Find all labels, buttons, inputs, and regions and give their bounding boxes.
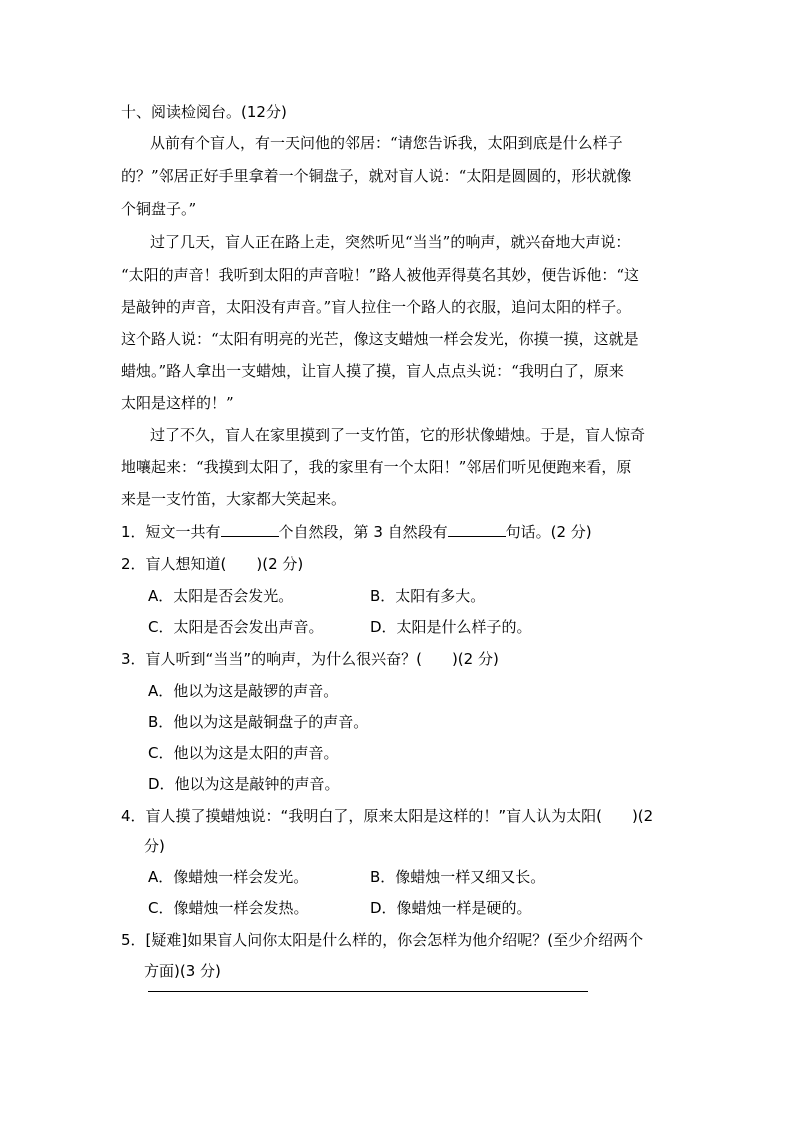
passage-line: 从前有个盲人，有一天问他的邻居：“请您告诉我，太阳到底是什么样子: [150, 134, 623, 152]
question-5-stem: 5．[疑难]如果盲人问你太阳是什么样的，你会怎样为他介绍呢？(至少介绍两个: [121, 931, 644, 949]
question-3-stem: 3．盲人听到“当当”的响声，为什么很兴奋？( )(2 分): [121, 650, 499, 668]
passage-line: 过了几天，盲人正在路上走，突然听见“当当”的响声，就兴奋地大声说：: [150, 233, 631, 251]
option-c: C．太阳是否会发出声音。: [148, 618, 324, 636]
option-b: B．像蜡烛一样又细又长。: [370, 868, 546, 886]
option-a: A．他以为这是敲锣的声音。: [148, 682, 339, 700]
question-1: [121, 521, 592, 542]
sentence-count-blank[interactable]: [448, 522, 506, 537]
option-b: B．他以为这是敲铜盘子的声音。: [148, 713, 369, 731]
question-4-stem-continued: 分): [144, 837, 165, 855]
passage-line: 这个路人说：“太阳有明亮的光芒，像这支蜡烛一样会发光，你摸一摸，这就是: [121, 330, 639, 348]
question-5-stem-continued: 方面)(3 分): [144, 962, 221, 980]
option-a: A．太阳是否会发光。: [148, 587, 294, 605]
passage-line: 过了不久，盲人在家里摸到了一支竹笛，它的形状像蜡烛。于是，盲人惊奇: [150, 426, 646, 444]
passage-line: 个铜盘子。”: [121, 200, 197, 218]
question-1-text: 1．短文一共有: [121, 523, 221, 541]
passage-line: 蜡烛。”路人拿出一支蜡烛，让盲人摸了摸，盲人点点头说：“我明白了，原来: [121, 362, 624, 380]
section-heading: 十、阅读检阅台。(12分): [121, 103, 287, 121]
option-c: C．像蜡烛一样会发热。: [148, 899, 309, 917]
passage-line: 的？”邻居正好手里拿着一个铜盘子，就对盲人说：“太阳是圆圆的，形状就像: [121, 167, 632, 185]
answer-line[interactable]: [148, 991, 588, 992]
option-c: C．他以为这是太阳的声音。: [148, 744, 339, 762]
passage-line: “太阳的声音！我听到太阳的声音啦！”路人被他弄得莫名其妙，便告诉他：“这: [121, 266, 640, 284]
question-4-stem: 4．盲人摸了摸蜡烛说：“我明白了，原来太阳是这样的！”盲人认为太阳( )(2: [121, 807, 654, 825]
option-d: D．像蜡烛一样是硬的。: [370, 899, 532, 917]
passage-line: 来是一支竹笛，大家都大笑起来。: [121, 490, 347, 508]
passage-line: 是敲钟的声音，太阳没有声音。”盲人拉住一个路人的衣服，追问太阳的样子。: [121, 298, 632, 316]
paragraph-count-blank[interactable]: [221, 522, 279, 537]
question-1-text: 句话。(2 分): [505, 523, 592, 541]
option-a: A．像蜡烛一样会发光。: [148, 868, 309, 886]
question-1-text: 个自然段，第 3 自然段有: [278, 523, 448, 541]
passage-line: 太阳是这样的！”: [121, 394, 234, 412]
option-b: B．太阳有多大。: [370, 587, 486, 605]
option-d: D．太阳是什么样子的。: [370, 618, 532, 636]
passage-line: 地嚷起来：“我摸到太阳了，我的家里有一个太阳！”邻居们听见便跑来看，原: [121, 458, 632, 476]
option-d: D．他以为这是敲钟的声音。: [148, 775, 340, 793]
question-2-stem: 2．盲人想知道( )(2 分): [121, 555, 304, 573]
